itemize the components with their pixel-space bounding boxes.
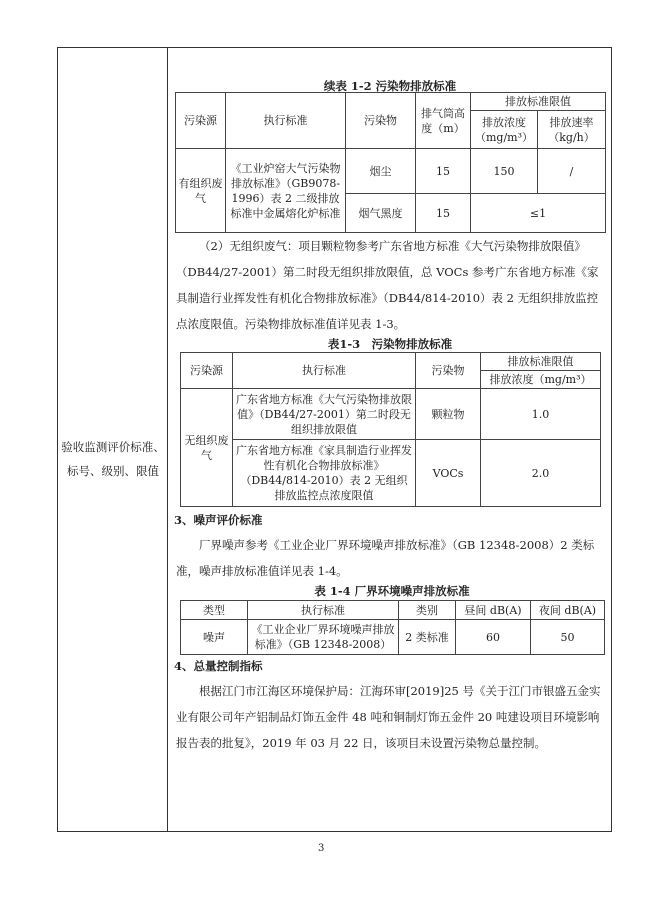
cell-standard: 《工业企业厂界环境噪声排放标准》（GB 12348-2008） [248, 620, 399, 655]
th-category: 类别 [399, 601, 456, 620]
th-standard: 执行标准 [233, 353, 416, 389]
table-1-2 [175, 92, 606, 233]
cell-conc: 1.0 [481, 389, 601, 440]
table-1-3-caption: 表1-3 污染物排放标准 [327, 337, 453, 351]
th-conc: 排放浓度（mg/m³） [471, 111, 538, 149]
cell-source: 有组织废气 [176, 149, 226, 233]
cell-standard: 《工业炉窑大气污染物排放标准》（GB9078-1996）表 2 二级排放标准中金属熔化炉标准 [226, 149, 346, 233]
th-day: 昼间 dB(A) [456, 601, 531, 620]
th-type: 类型 [181, 601, 248, 620]
th-limit: 排放标准限值 [481, 353, 601, 371]
cell-source: 无组织废气 [181, 389, 233, 507]
table-1-3 [180, 352, 601, 507]
cell-height: 15 [416, 149, 471, 194]
page-number: 3 [318, 843, 325, 854]
th-limit: 排放标准限值 [471, 93, 606, 111]
cell-category: 2 类标准 [399, 620, 456, 655]
table-1-4-caption: 表 1-4 厂界环境噪声排放标准 [314, 584, 470, 598]
cell-type: 噪声 [181, 620, 248, 655]
th-height: 排气筒高度（m） [416, 93, 471, 149]
th-conc: 排放浓度（mg/m³） [481, 371, 601, 389]
th-source: 污染源 [176, 93, 226, 149]
row-label: 验收监测评价标准、标号、级别、限值 [61, 440, 165, 478]
th-pollutant: 污染物 [346, 93, 416, 149]
table-1-4 [180, 600, 605, 655]
cell-height: 15 [416, 194, 471, 233]
cell-conc: 2.0 [481, 440, 601, 507]
cell-night: 50 [531, 620, 605, 655]
th-night: 夜间 dB(A) [531, 601, 605, 620]
cell-rate: / [538, 149, 606, 194]
table-1-2-caption: 续表 1-2 污染物排放标准 [323, 79, 457, 93]
cell-pollutant: 烟气黑度 [346, 194, 416, 233]
cell-pollutant: VOCs [416, 440, 481, 507]
th-pollutant: 污染物 [416, 353, 481, 389]
th-standard: 执行标准 [226, 93, 346, 149]
cell-conc: 150 [471, 149, 538, 194]
cell-day: 60 [456, 620, 531, 655]
cell-standard: 广东省地方标准《大气污染物排放限值》（DB44/27-2001）第二时段无组织排放限值 [233, 389, 416, 440]
cell-pollutant: 烟尘 [346, 149, 416, 194]
cell-pollutant: 颗粒物 [416, 389, 481, 440]
section-4-heading: 4、总量控制指标 [174, 659, 263, 673]
th-rate: 排放速率（kg/h） [538, 111, 606, 149]
th-standard: 执行标准 [248, 601, 399, 620]
th-source: 污染源 [181, 353, 233, 389]
cell-limit: ≤1 [471, 194, 606, 233]
paragraph-fugitive: （2）无组织废气：项目颗粒物参考广东省地方标准《大气污染物排放限值》（DB44/27-2001）第二时段无组织排放限值，总 VOCs 参考广东省地方标准《家具制造行业挥发性有机化合物排放标准》（DB44/814-2010）表 2 无组织排放监控点浓度限值。污染物排放标准值详见表 1-3。 [176, 239, 599, 331]
section-3-heading: 3、噪声评价标准 [174, 513, 263, 527]
section-4-text: 根据江门市江海区环境保护局：江海环审[2019]25 号《关于江门市银盛五金实业有限公司年产铝制品灯饰五金件 48 吨和铜制灯饰五金件 20 吨建设项目环境影响报告表的批复》，2019 年 03 月 22 日，该项目未设置污染物总量控制。 [176, 684, 601, 750]
cell-standard: 广东省地方标准《家具制造行业挥发性有机化合物排放标准》（DB44/814-2010）表 2 无组织排放监控点浓度限值 [233, 440, 416, 507]
section-3-text: 厂界噪声参考《工业企业厂界环境噪声排放标准》（GB 12348-2008）2 类标准，噪声排放标准值详见表 1-4。 [176, 538, 595, 578]
